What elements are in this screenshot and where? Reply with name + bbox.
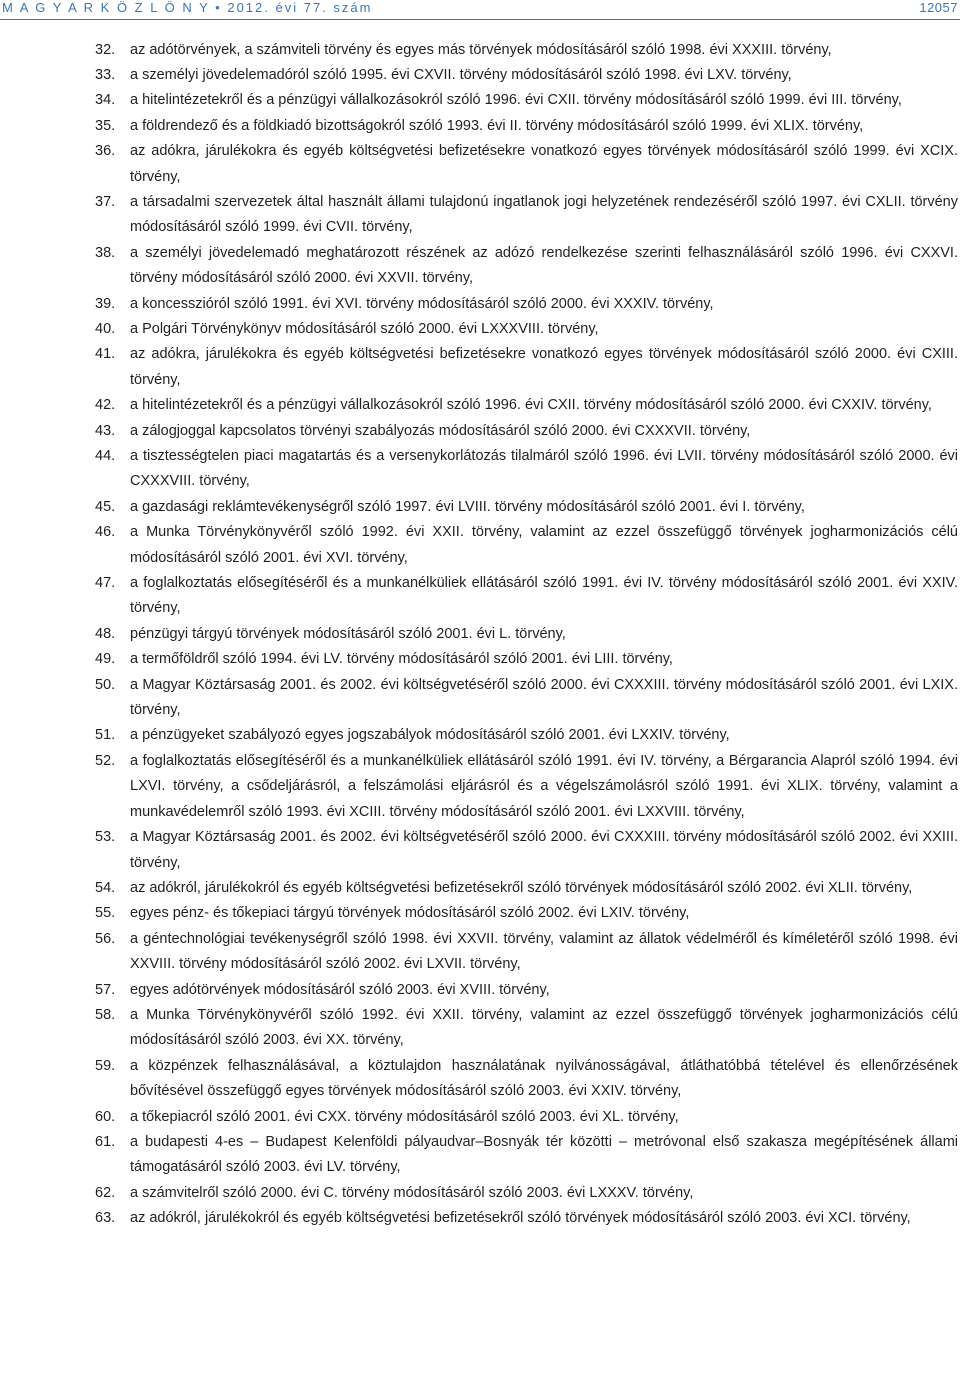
item-number: 38. [95,244,116,261]
item-text: a földrendező és a földkiadó bizottságokról szóló 1993. évi II. törvény módosításáról szóló 1999. évi XLIX. törvény, [130,117,864,134]
law-list [95,38,958,1232]
item-text: a budapesti 4-es – Budapest Kelenföldi pályaudvar–Bosnyák tér közötti – metróvonal első szakasza megépítésének állami támogatásáról szóló 2003. évi LV. törvény, [130,1133,958,1176]
item-number: 37. [95,193,116,210]
item-text: a közpénzek felhasználásával, a köztulajdon használatának nyilvánosságával, átláthatóbbá tételével és ellenőrzésének bővítésével összefüggő egyes törvények módosításáról szóló 2003. évi XXIV. törvény, [130,1057,958,1100]
list-item [95,622,958,647]
item-text: a zálogjoggal kapcsolatos törvényi szabályozás módosításáról szóló 2000. évi CXXXVII. törvény, [130,422,751,439]
header-rule [0,19,960,20]
list-item [95,520,958,571]
item-text: az adókra, járulékokra és egyéb költségvetési befizetésekre vonatkozó egyes törvények módosításáról szóló 1999. évi XCIX. törvény, [130,143,958,185]
item-number: 42. [95,397,116,414]
item-text: a tőkepiacról szóló 2001. évi CXX. törvény módosításáról szóló 2003. évi XL. törvény, [130,1108,679,1125]
list-item [95,495,958,520]
item-number: 47. [95,575,116,592]
item-number: 44. [95,448,116,464]
item-text: a hitelintézetekről és a pénzügyi vállalkozásokról szóló 1996. évi CXII. törvény módosításáról szóló 1999. évi III. törvény, [130,92,902,109]
item-text: a Polgári Törvénykönyv módosításáról szóló 2000. évi LXXXVIII. törvény, [130,320,599,337]
item-text: a tisztességtelen piaci magatartás és a versenykorlátozás tilalmáról szóló 1996. évi LVII. törvény módosításáról szóló 2000. évi CXXXVIII. törvény, [130,448,958,490]
item-text: egyes adótörvények módosításáról szóló 2003. évi XVIII. törvény, [130,981,550,998]
item-text: a személyi jövedelemadó meghatározott részének az adózó rendelkezése szerinti felhasználásáról szóló 1996. évi CXXVI. törvény módosításáról szóló 2000. évi XXVII. törvény, [130,244,958,287]
item-number: 40. [95,320,116,337]
item-number: 43. [95,422,116,439]
list-item [95,317,958,342]
list-item [95,393,958,418]
list-item [95,723,958,748]
list-item [95,1181,958,1206]
item-number: 57. [95,981,116,998]
item-number: 35. [95,117,116,134]
list-item [95,444,958,495]
item-text: a gazdasági reklámtevékenységről szóló 1997. évi LVIII. törvény módosításáról szóló 2001. évi I. törvény, [130,498,805,515]
list-item [95,88,958,113]
item-text: a Magyar Köztársaság 2001. és 2002. évi költségvetéséről szóló 2000. évi CXXXIII. törvény módosításáról szóló 2001. évi LXIX. törvény, [130,676,958,719]
item-text: a számvitelről szóló 2000. évi C. törvény módosításáról szóló 2003. évi LXXXV. törvény, [130,1184,694,1201]
journal-title: M A G Y A R K Ö Z L Ö N Y [2,0,210,15]
item-number: 39. [95,295,116,312]
item-text: a Munka Törvénykönyvéről szóló 1992. évi XXII. törvény, valamint az ezzel összefüggő törvények jogharmonizációs célú módosításáról szóló 2001. évi XVI. törvény, [130,524,958,566]
item-text: a koncesszióról szóló 1991. évi XVI. törvény módosításáról szóló 2000. évi XXXIV. törvény, [130,295,714,312]
list-item [95,901,958,926]
item-number: 51. [95,727,116,744]
item-number: 56. [95,930,116,947]
issue-label: 2012. évi 77. szám [227,0,373,15]
list-item [95,673,958,724]
item-text: a Munka Törvénykönyvéről szóló 1992. évi XXII. törvény, valamint az ezzel összefüggő törvények jogharmonizációs célú módosításáról szóló 2003. évi XX. törvény, [130,1006,958,1049]
item-number: 36. [95,143,116,160]
item-number: 63. [95,1210,116,1227]
item-number: 54. [95,879,116,896]
header-separator: • [215,0,222,15]
page-header [0,0,960,22]
item-number: 50. [95,676,116,693]
item-number: 58. [95,1006,116,1023]
item-number: 48. [95,625,116,642]
item-text: az adókról, járulékokról és egyéb költségvetési befizetésekről szóló törvények módosításáról szóló 2002. évi XLII. törvény, [130,879,913,896]
item-text: az adókra, járulékokra és egyéb költségvetési befizetésekre vonatkozó egyes törvények módosításáról szóló 2000. évi CXIII. törvény, [130,346,958,388]
item-number: 60. [95,1108,116,1125]
page-number: 12057 [919,0,958,15]
item-text: a személyi jövedelemadóról szóló 1995. évi CXVII. törvény módosításáról szóló 1998. évi LXV. törvény, [130,66,792,83]
list-item [95,1054,958,1105]
item-text: a géntechnológiai tevékenységről szóló 1998. évi XXVII. törvény, valamint az állatok védelméről és kíméletéről szóló 1998. évi XXVIII. törvény módosításáról szóló 2002. évi LXVII. törvény, [130,930,958,973]
item-number: 34. [95,92,116,109]
list-item [95,419,958,444]
item-number: 41. [95,346,116,363]
item-text: egyes pénz- és tőkepiaci tárgyú törvények módosításáról szóló 2002. évi LXIV. törvény, [130,905,690,922]
list-item [95,978,958,1003]
list-item [95,1003,958,1054]
list-item [95,1105,958,1130]
item-number: 61. [95,1133,116,1150]
list-item [95,876,958,901]
list-item [95,647,958,672]
list-item [95,241,958,292]
item-text: az adókról, járulékokról és egyéb költségvetési befizetésekről szóló törvények módosításáról szóló 2003. évi XCI. törvény, [130,1210,911,1227]
item-number: 53. [95,829,116,846]
list-item [95,139,958,190]
item-number: 59. [95,1057,116,1074]
item-number: 52. [95,752,116,769]
item-number: 49. [95,651,116,668]
running-title [2,0,372,15]
list-item [95,38,958,63]
item-text: pénzügyi tárgyú törvények módosításáról szóló 2001. évi L. törvény, [130,625,566,642]
list-item [95,1130,958,1181]
item-text: a pénzügyeket szabályozó egyes jogszabályok módosításáról szóló 2001. évi LXXIV. törvény, [130,727,730,744]
item-number: 62. [95,1184,116,1201]
item-text: a Magyar Köztársaság 2001. és 2002. évi költségvetéséről szóló 2000. évi CXXXIII. törvény módosításáról szóló 2002. évi XXIII. törvény, [130,829,958,871]
list-item [95,571,958,622]
item-text: a termőföldről szóló 1994. évi LV. törvény módosításáról szóló 2001. évi LIII. törvény, [130,651,673,668]
item-number: 55. [95,905,116,922]
list-item [95,114,958,139]
item-number: 45. [95,498,116,515]
list-item [95,292,958,317]
item-number: 33. [95,66,116,83]
list-item [95,190,958,241]
item-number: 46. [95,524,116,541]
list-item [95,342,958,393]
item-text: az adótörvények, a számviteli törvény és egyes más törvények módosításáról szóló 1998. évi XXXIII. törvény, [130,41,832,58]
item-text: a foglalkoztatás elősegítéséről és a munkanélküliek ellátásáról szóló 1991. évi IV. törvény módosításáról szóló 2001. évi XXIV. törvény, [130,575,958,617]
item-text: a foglalkoztatás elősegítéséről és a munkanélküliek ellátásáról szóló 1991. évi IV. törvény, a Bérgarancia Alapról szóló 1994. évi LXVI. törvény, a csődeljárásról, a felszámolási eljárásról és a végelszámolásról szóló 1991. évi XLIX. törvény, valamint a munkavédelemről szóló 1993. évi XCIII. törvény módosításáról szóló 2001. évi LXXVIII. törvény, [130,752,958,820]
item-text: a hitelintézetekről és a pénzügyi vállalkozásokról szóló 1996. évi CXII. törvény módosításáról szóló 2000. évi CXXIV. törvény, [130,397,932,414]
list-item [95,63,958,88]
list-item [95,927,958,978]
item-number: 32. [95,41,116,58]
list-item [95,825,958,876]
item-text: a társadalmi szervezetek által használt állami tulajdonú ingatlanok jogi helyzetének rendezéséről szóló 1997. évi CXLII. törvény módosításáról szóló 1999. évi CVII. törvény, [130,193,958,236]
list-item [95,1206,958,1231]
list-item [95,749,958,825]
